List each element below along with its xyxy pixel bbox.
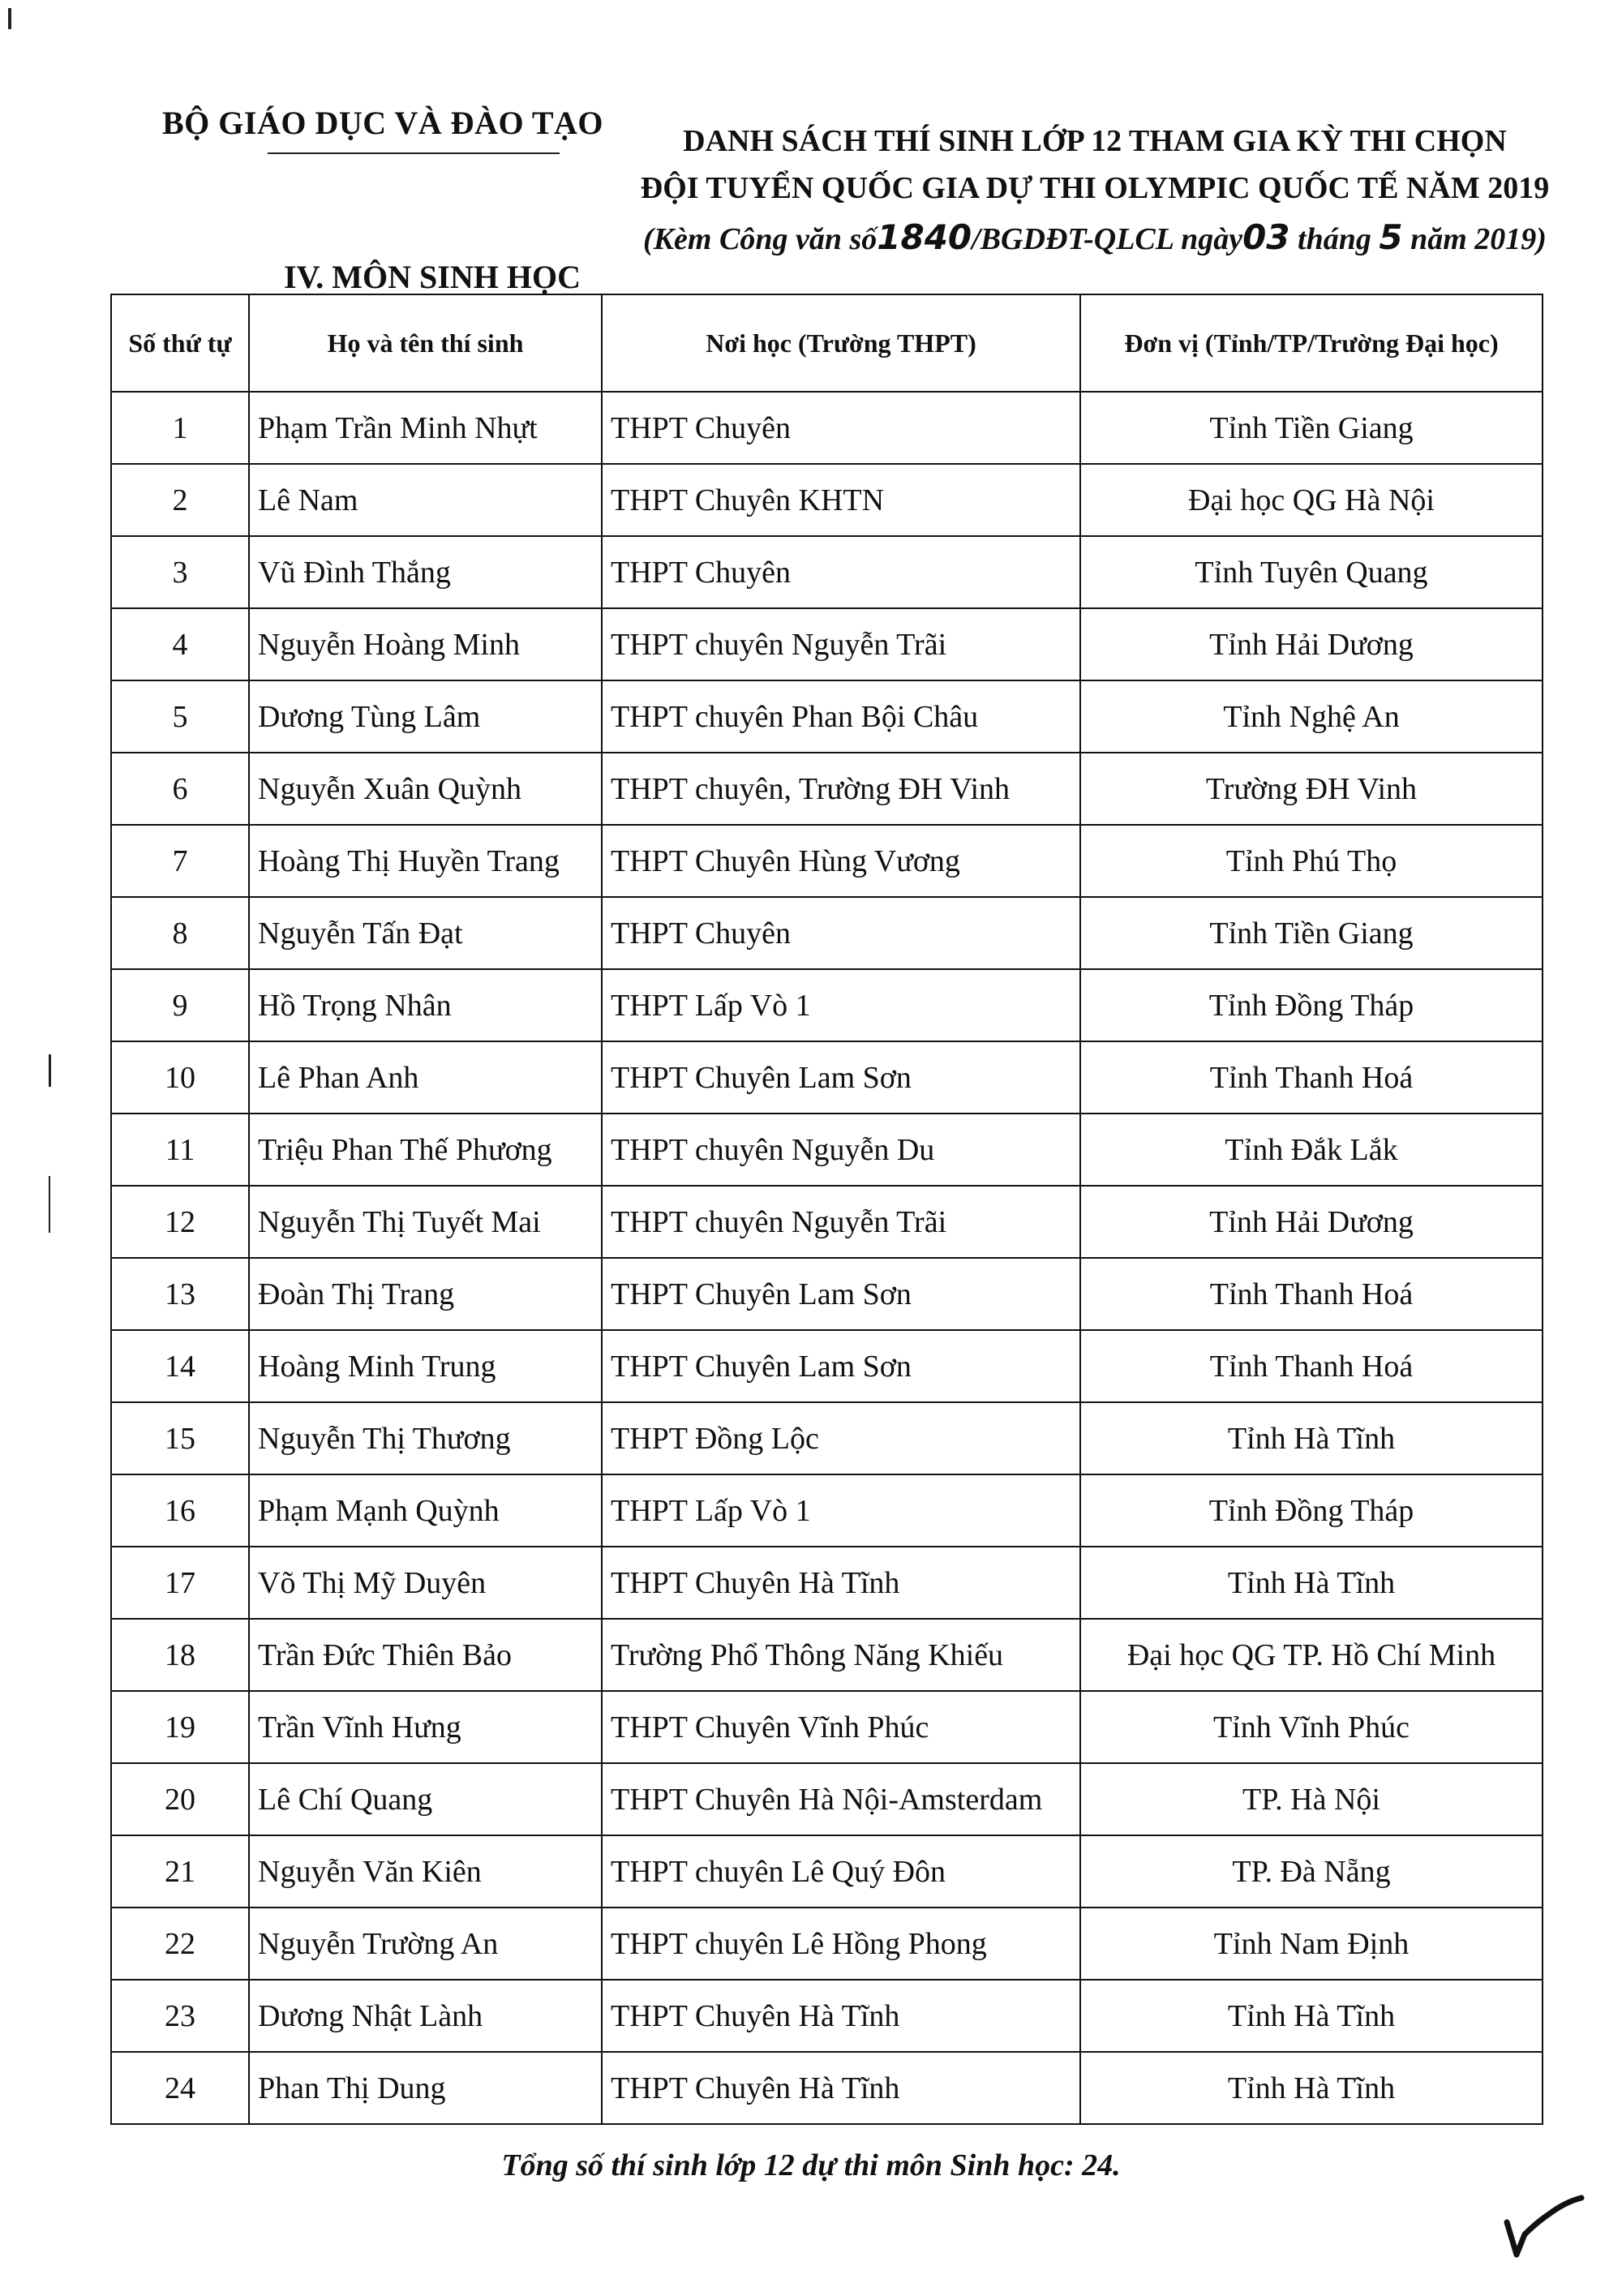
table-row: [111, 825, 1543, 897]
table-row: [111, 1835, 1543, 1908]
cell-unit: Đại học QG Hà Nội: [1080, 464, 1543, 536]
reference-line: [616, 217, 1573, 257]
cell-unit: Tỉnh Nghệ An: [1080, 680, 1543, 753]
table-row: [111, 1763, 1543, 1835]
cell-no: 2: [111, 464, 249, 536]
cell-unit: Tỉnh Tuyên Quang: [1080, 536, 1543, 608]
cell-unit: Tỉnh Phú Thọ: [1080, 825, 1543, 897]
table-row: [111, 608, 1543, 680]
cell-no: 4: [111, 608, 249, 680]
cell-unit: Tỉnh Nam Định: [1080, 1908, 1543, 1980]
cell-name: Hoàng Minh Trung: [249, 1330, 602, 1402]
cell-unit: Tỉnh Hà Tĩnh: [1080, 1402, 1543, 1474]
cell-school: THPT chuyên Nguyễn Trãi: [602, 1186, 1080, 1258]
cell-unit: Tỉnh Hà Tĩnh: [1080, 1980, 1543, 2052]
table-row: [111, 1186, 1543, 1258]
cell-unit: Tỉnh Hải Dương: [1080, 1186, 1543, 1258]
cell-no: 21: [111, 1835, 249, 1908]
cell-no: 1: [111, 392, 249, 464]
cell-unit: Trường ĐH Vinh: [1080, 753, 1543, 825]
header-name: Họ và tên thí sinh: [249, 294, 602, 392]
table-row: [111, 969, 1543, 1041]
cell-no: 23: [111, 1980, 249, 2052]
cell-no: 20: [111, 1763, 249, 1835]
candidate-table: [110, 294, 1543, 2125]
cell-school: THPT Chuyên: [602, 536, 1080, 608]
cell-name: Phạm Mạnh Quỳnh: [249, 1474, 602, 1547]
cell-unit: Tỉnh Hà Tĩnh: [1080, 1547, 1543, 1619]
cell-name: Võ Thị Mỹ Duyên: [249, 1547, 602, 1619]
cell-no: 9: [111, 969, 249, 1041]
cell-unit: Đại học QG TP. Hồ Chí Minh: [1080, 1619, 1543, 1691]
cell-name: Hồ Trọng Nhân: [249, 969, 602, 1041]
table-row: [111, 464, 1543, 536]
table-row: [111, 536, 1543, 608]
scan-mark: [49, 1176, 50, 1233]
cell-unit: TP. Hà Nội: [1080, 1763, 1543, 1835]
header-school: Nơi học (Trường THPT): [602, 294, 1080, 392]
cell-name: Dương Nhật Lành: [249, 1980, 602, 2052]
document-title-line1: DANH SÁCH THÍ SINH LỚP 12 THAM GIA KỲ THI CHỌN: [683, 124, 1507, 158]
cell-school: THPT chuyên Nguyễn Du: [602, 1114, 1080, 1186]
cell-school: THPT chuyên Lê Quý Đôn: [602, 1835, 1080, 1908]
cell-unit: Tỉnh Đồng Tháp: [1080, 1474, 1543, 1547]
cell-name: Nguyễn Tấn Đạt: [249, 897, 602, 969]
table-row: [111, 753, 1543, 825]
cell-no: 13: [111, 1258, 249, 1330]
cell-no: 18: [111, 1619, 249, 1691]
table-row: [111, 1041, 1543, 1114]
table-row: [111, 897, 1543, 969]
table-row: [111, 1619, 1543, 1691]
reference-month: 5: [1379, 217, 1403, 257]
cell-school: THPT chuyên, Trường ĐH Vinh: [602, 753, 1080, 825]
table-row: [111, 1258, 1543, 1330]
cell-school: THPT Chuyên Lam Sơn: [602, 1041, 1080, 1114]
table-row: [111, 1547, 1543, 1619]
table-row: [111, 1980, 1543, 2052]
table-row: [111, 1330, 1543, 1402]
ministry-name: BỘ GIÁO DỤC VÀ ĐÀO TẠO: [162, 105, 604, 141]
cell-name: Trần Đức Thiên Bảo: [249, 1619, 602, 1691]
table-row: [111, 1402, 1543, 1474]
section-title: IV. MÔN SINH HỌC: [284, 259, 581, 295]
cell-no: 5: [111, 680, 249, 753]
cell-no: 24: [111, 2052, 249, 2124]
cell-name: Vũ Đình Thắng: [249, 536, 602, 608]
cell-no: 17: [111, 1547, 249, 1619]
checkmark-icon: [1500, 2190, 1590, 2263]
cell-name: Lê Phan Anh: [249, 1041, 602, 1114]
cell-name: Lê Chí Quang: [249, 1763, 602, 1835]
cell-unit: Tỉnh Đắk Lắk: [1080, 1114, 1543, 1186]
cell-no: 16: [111, 1474, 249, 1547]
cell-no: 3: [111, 536, 249, 608]
cell-school: THPT chuyên Nguyễn Trãi: [602, 608, 1080, 680]
cell-name: Nguyễn Hoàng Minh: [249, 608, 602, 680]
reference-suffix: năm 2019): [1402, 222, 1547, 256]
header-unit: Đơn vị (Tỉnh/TP/Trường Đại học): [1080, 294, 1543, 392]
cell-name: Đoàn Thị Trang: [249, 1258, 602, 1330]
cell-name: Nguyễn Thị Tuyết Mai: [249, 1186, 602, 1258]
scan-mark: [8, 8, 11, 29]
cell-unit: Tỉnh Thanh Hoá: [1080, 1330, 1543, 1402]
cell-name: Nguyễn Xuân Quỳnh: [249, 753, 602, 825]
reference-day: 03: [1242, 217, 1290, 257]
cell-school: THPT chuyên Lê Hồng Phong: [602, 1908, 1080, 1980]
cell-unit: Tỉnh Thanh Hoá: [1080, 1041, 1543, 1114]
cell-no: 11: [111, 1114, 249, 1186]
document-title-line2: ĐỘI TUYỂN QUỐC GIA DỰ THI OLYMPIC QUỐC TẾ NĂM 2019: [640, 171, 1550, 205]
cell-name: Trần Vĩnh Hưng: [249, 1691, 602, 1763]
cell-school: THPT Chuyên Hà Tĩnh: [602, 1547, 1080, 1619]
cell-no: 6: [111, 753, 249, 825]
cell-unit: Tỉnh Tiền Giang: [1080, 392, 1543, 464]
cell-school: Trường Phổ Thông Năng Khiếu: [602, 1619, 1080, 1691]
cell-unit: TP. Đà Nẵng: [1080, 1835, 1543, 1908]
table-row: [111, 1474, 1543, 1547]
cell-no: 12: [111, 1186, 249, 1258]
total-line: Tổng số thí sinh lớp 12 dự thi môn Sinh học: 24.: [501, 2148, 1121, 2182]
cell-name: Phan Thị Dung: [249, 2052, 602, 2124]
cell-name: Nguyễn Thị Thương: [249, 1402, 602, 1474]
table-row: [111, 1908, 1543, 1980]
cell-name: Dương Tùng Lâm: [249, 680, 602, 753]
cell-name: Hoàng Thị Huyền Trang: [249, 825, 602, 897]
table-row: [111, 680, 1543, 753]
cell-no: 22: [111, 1908, 249, 1980]
cell-school: THPT Chuyên KHTN: [602, 464, 1080, 536]
cell-no: 15: [111, 1402, 249, 1474]
cell-unit: Tỉnh Hà Tĩnh: [1080, 2052, 1543, 2124]
table-row: [111, 392, 1543, 464]
cell-unit: Tỉnh Vĩnh Phúc: [1080, 1691, 1543, 1763]
reference-number: 1840: [877, 217, 972, 257]
reference-month-label: tháng: [1289, 222, 1380, 256]
cell-school: THPT Chuyên Hà Tĩnh: [602, 2052, 1080, 2124]
table-row: [111, 1691, 1543, 1763]
cell-school: THPT Chuyên: [602, 392, 1080, 464]
cell-school: THPT Chuyên Hùng Vương: [602, 825, 1080, 897]
cell-unit: Tỉnh Thanh Hoá: [1080, 1258, 1543, 1330]
header-no: Số thứ tự: [111, 294, 249, 392]
cell-school: THPT Chuyên Lam Sơn: [602, 1258, 1080, 1330]
reference-prefix: (Kèm Công văn số: [643, 222, 878, 256]
cell-school: THPT Chuyên: [602, 897, 1080, 969]
reference-mid: /BGDĐT-QLCL ngày: [972, 222, 1243, 256]
scan-mark: [49, 1054, 51, 1087]
cell-name: Lê Nam: [249, 464, 602, 536]
cell-no: 8: [111, 897, 249, 969]
table-header-row: [111, 294, 1543, 392]
cell-school: THPT Lấp Vò 1: [602, 1474, 1080, 1547]
cell-name: Phạm Trần Minh Nhựt: [249, 392, 602, 464]
cell-school: THPT Chuyên Lam Sơn: [602, 1330, 1080, 1402]
cell-school: THPT chuyên Phan Bội Châu: [602, 680, 1080, 753]
cell-no: 19: [111, 1691, 249, 1763]
cell-unit: Tỉnh Hải Dương: [1080, 608, 1543, 680]
cell-school: THPT Đồng Lộc: [602, 1402, 1080, 1474]
cell-no: 10: [111, 1041, 249, 1114]
cell-unit: Tỉnh Đồng Tháp: [1080, 969, 1543, 1041]
cell-no: 14: [111, 1330, 249, 1402]
cell-name: Nguyễn Trường An: [249, 1908, 602, 1980]
cell-school: THPT Lấp Vò 1: [602, 969, 1080, 1041]
cell-school: THPT Chuyên Hà Tĩnh: [602, 1980, 1080, 2052]
cell-no: 7: [111, 825, 249, 897]
table-row: [111, 2052, 1543, 2124]
cell-school: THPT Chuyên Hà Nội-Amsterdam: [602, 1763, 1080, 1835]
cell-name: Nguyễn Văn Kiên: [249, 1835, 602, 1908]
cell-name: Triệu Phan Thế Phương: [249, 1114, 602, 1186]
cell-unit: Tỉnh Tiền Giang: [1080, 897, 1543, 969]
cell-school: THPT Chuyên Vĩnh Phúc: [602, 1691, 1080, 1763]
ministry-underline: [268, 152, 560, 154]
table-row: [111, 1114, 1543, 1186]
